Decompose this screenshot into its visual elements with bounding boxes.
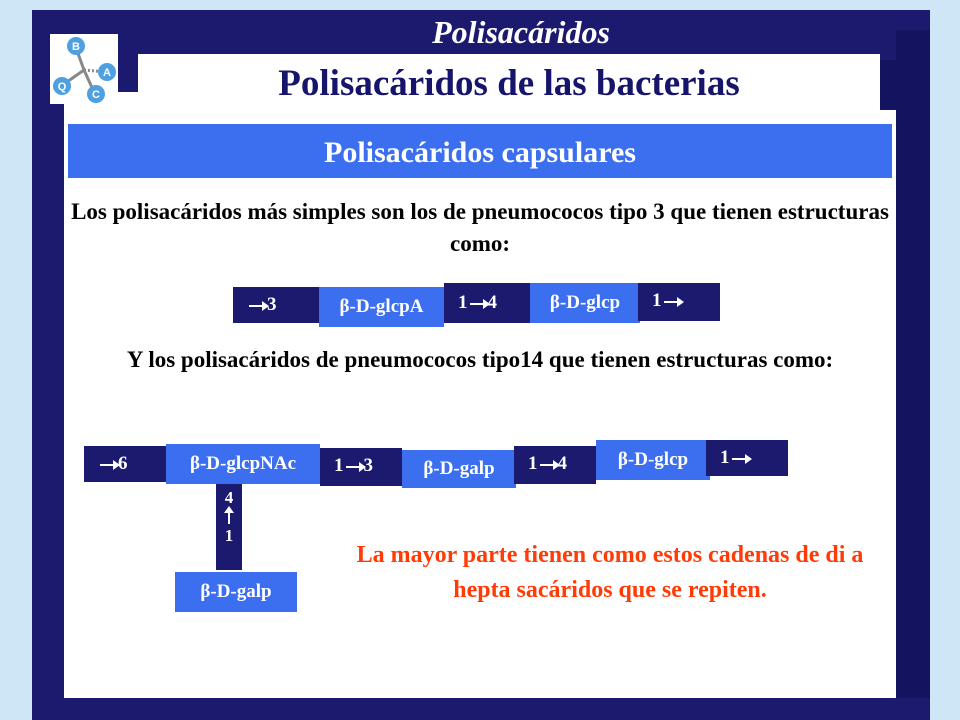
- chain2-link-1-3: 1 3: [320, 448, 402, 486]
- chain2-sugar-galp: β-D-galp: [402, 450, 516, 488]
- chain2-branch-sugar-galp: β-D-galp: [175, 572, 297, 612]
- arrow-icon: [732, 458, 748, 460]
- arrow-icon: [540, 464, 556, 466]
- chain1-sugar-glcpA: β-D-glcpA: [319, 287, 444, 327]
- top-title: Polisacáridos: [432, 14, 610, 50]
- chain1-sugar-glcp: β-D-glcp: [530, 283, 640, 323]
- logo-letter: C: [92, 89, 100, 101]
- chain1-link-1-4: 1 4: [444, 283, 530, 323]
- logo-letter: Q: [57, 81, 67, 93]
- chain2-link-1-4: 1 4: [514, 446, 596, 484]
- branch-top-number: 4: [224, 488, 234, 507]
- arrow-icon: [249, 305, 265, 307]
- chain2-sugar-glcp: β-D-glcp: [596, 440, 710, 480]
- up-arrow-icon: [228, 510, 230, 524]
- arrow-icon: [664, 301, 680, 303]
- chain2-branch-link: [216, 484, 242, 570]
- branch-bottom-number: 1: [224, 526, 234, 545]
- page-title: Polisacáridos de las bacterias: [278, 63, 740, 104]
- arrow-icon: [100, 464, 116, 466]
- logo-letter: B: [72, 41, 80, 53]
- logo-letter: A: [103, 67, 111, 79]
- chain2-link-6: 6: [84, 446, 166, 482]
- arrow-icon: [470, 303, 486, 305]
- chain2-sugar-glcpNAc: β-D-glcpNAc: [166, 444, 320, 484]
- second-text: Y los polisacáridos de pneumococos tipo14 que tienen estructuras como:: [126, 347, 834, 372]
- conclusion-text: La mayor parte tienen como estos cadenas de di a hepta sacáridos que se repiten.: [356, 542, 864, 603]
- chain1-link-3: 3: [233, 287, 319, 323]
- chain1-link-1: 1: [638, 283, 720, 321]
- intro-text: Los polisacáridos más simples son los de pneumococos tipo 3 que tienen estructuras como:: [71, 199, 889, 256]
- molecule-logo: [50, 34, 118, 104]
- section-title: Polisacáridos capsulares: [324, 136, 636, 169]
- frame-bevel: [896, 30, 930, 698]
- arrow-icon: [346, 466, 362, 468]
- chain2-link-1: 1: [706, 440, 788, 476]
